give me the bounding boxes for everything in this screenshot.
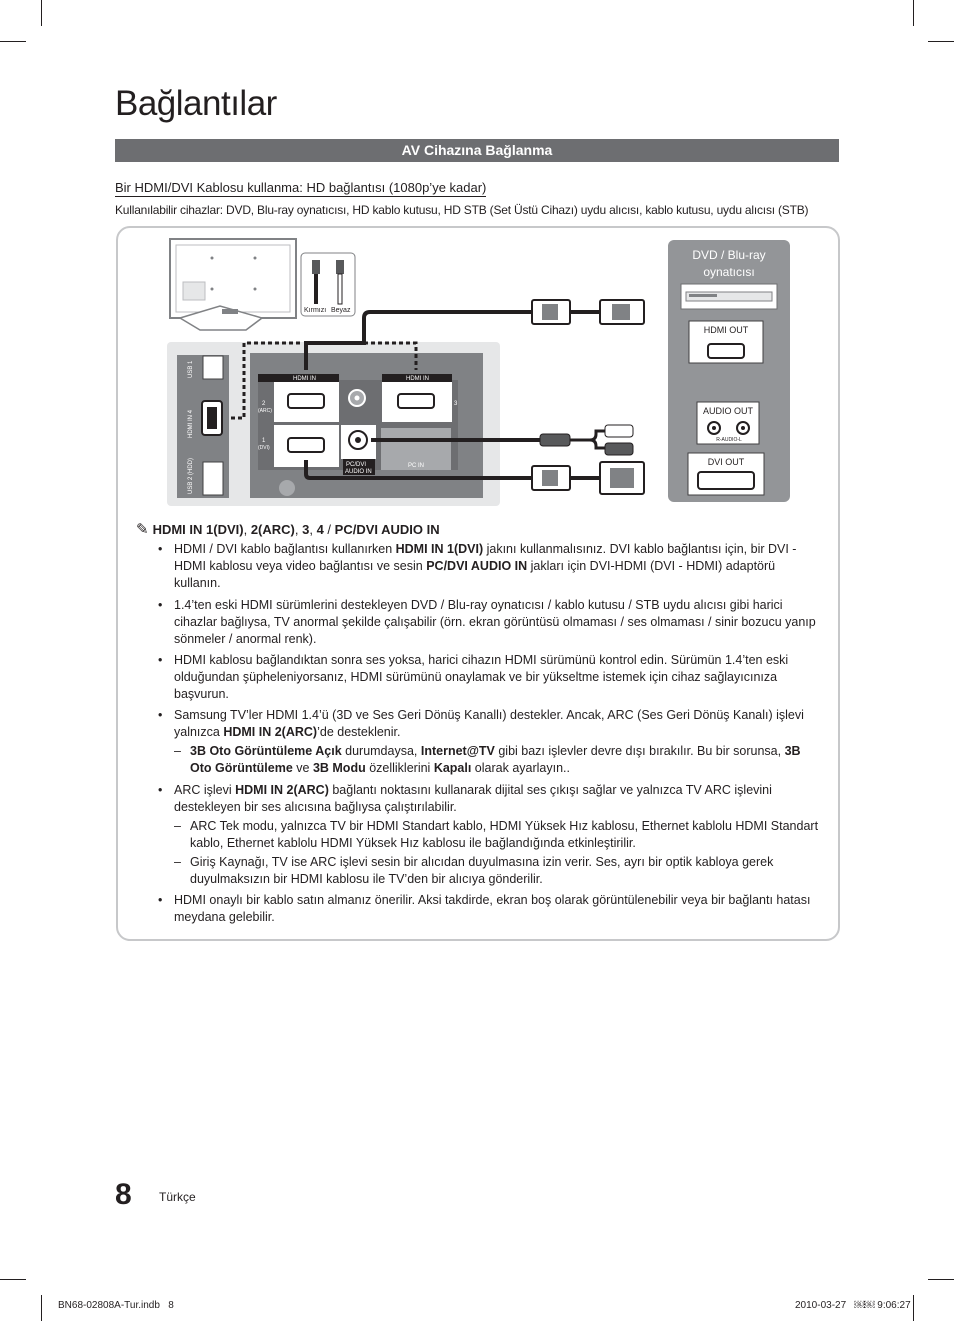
- dvd-player-panel: [668, 240, 790, 502]
- note-heading: ✎ HDMI IN 1(DVI), 2(ARC), 3, 4 / PC/DVI AUDIO IN: [136, 521, 440, 538]
- crop-mark: [928, 1279, 954, 1280]
- devices-text: Kullanılabilir cihazlar: DVD, Blu-ray oynatıcısı, HD kablo kutusu, HD STB (Set Üstü Cihazı) uydu alıcısı, kablo kutusu, uydu alıcısı (STB): [115, 203, 809, 217]
- section-header: AV Cihazına Bağlanma: [115, 139, 839, 162]
- bullet-1: • HDMI / DVI kablo bağlantısı kullanırken HDMI IN 1(DVI) jakını kullanmalısınız. DVI kablo bağlantısı için, bir DVI - HDMI kablosu veya video bağlantısı ve sesin PC/DVI AUDIO IN jakları için DVI-HDMI (DVI - HDMI) adaptörü kullanın.: [174, 541, 824, 592]
- red-label: Kırmızı: [304, 307, 327, 314]
- page-title: Bağlantılar: [115, 84, 277, 123]
- usb1-label: USB 1: [188, 360, 194, 378]
- device-title-line2: oynatıcısı: [703, 265, 755, 279]
- pc-dvi-label: PC/DVI: [346, 462, 367, 468]
- crop-mark: [41, 1295, 42, 1321]
- audio-cable-illustration: [301, 253, 355, 316]
- cable-connectors: [532, 300, 644, 494]
- bullet-2: • 1.4’ten eski HDMI sürümlerini destekleyen DVD / Blu-ray oynatıcısı / kablo kutusu / STB uydu alıcısı gibi harici cihazlar bağlıysa, TV anormal şekilde çalışabilir (örn. ekran görüntüsü olmaması / ses olmaması / sinir bozucu yanıp sönmeler / anormal renk).: [174, 597, 824, 648]
- hdmi4-label: HDMI IN 4: [188, 409, 194, 438]
- hdmi-in-label-left: HDMI IN: [293, 376, 316, 382]
- port-2-sub-label: (ARC): [258, 408, 272, 414]
- port-1-label: 1: [262, 438, 266, 444]
- port-1-sub-label: (DVI): [258, 445, 270, 451]
- pc-in-label: PC IN: [408, 463, 425, 469]
- bullet-6: • HDMI onaylı bir kablo satın almanız önerilir. Aksi takdirde, ekran boş olarak görüntülenebilir veya bir bağlantı hatası meydana gelebilir.: [174, 892, 824, 926]
- connection-diagram: [0, 0, 954, 520]
- footer-timestamp: 2010-03-27 ￼￼ 9:06:27: [795, 1300, 911, 1311]
- page-number: 8: [115, 1178, 132, 1211]
- tv-back-panel: [167, 342, 500, 506]
- device-title-line1: DVD / Blu-ray: [692, 248, 766, 262]
- audio-in-label: AUDIO IN: [345, 469, 372, 475]
- crop-mark: [913, 1295, 914, 1321]
- r-audio-l-label: R-AUDIO-L: [716, 437, 742, 443]
- sub-note-3: – Giriş Kaynağı, TV ise ARC işlevi sesin bir alıcıdan duyulmasına izin verir. Ses, ayrı bir optik kabloya gerek duyulmaksızın bir HDMI kablosu ile TV’den bir alıcıya gönderilir.: [190, 854, 820, 888]
- port-2-label: 2: [262, 401, 266, 407]
- crop-mark: [0, 1279, 26, 1280]
- sub-note-2: – ARC Tek modu, yalnızca TV bir HDMI Standart kablo, HDMI Yüksek Hız kablosu, Ethernet kablolu HDMI Standart kablo, Ethernet kablolu HDMI Yüksek Hız kablosu ile bağlandığında etkinleştirilir.: [190, 818, 820, 852]
- footer-file: BN68-02808A-Tur.indb 8: [58, 1300, 174, 1311]
- usb2-label: USB 2 (HDD): [188, 457, 194, 494]
- page-language: Türkçe: [159, 1190, 196, 1204]
- bullet-3: • HDMI kablosu bağlandıktan sonra ses yoksa, harici cihazın HDMI sürümünü kontrol edin. Sürümün 1.4’ten eski olduğundan şüpheleniyorsanız, HDMI sürümünü onaylamak ve bir yükseltme istemek için cihaz sağlayıcınıza başvurun.: [174, 652, 824, 703]
- white-label: Beyaz: [331, 307, 351, 314]
- port-3-label: 3: [454, 401, 458, 407]
- dvi-out-label: DVI OUT: [707, 457, 745, 467]
- bullet-4: • Samsung TV’ler HDMI 1.4’ü (3D ve Ses Geri Dönüş Kanallı) destekler. Ancak, ARC (Ses Geri Dönüş Kanalı) işlevi yalnızca HDMI IN 2(ARC)’de desteklenir.: [174, 707, 824, 741]
- bullet-5: • ARC işlevi HDMI IN 2(ARC) bağlantı noktasını kullanarak dijital ses çıkışı sağlar ve yalnızca TV ARC işlevini destekleyen bir ses alıcısına bağlıysa çalıştırılabilir.: [174, 782, 824, 816]
- sub-note-1: – 3B Oto Görüntüleme Açık durumdaysa, Internet@TV gibi bazı işlevler devre dışı bırakılır. Bu bir sorunsa, 3B Oto Görüntüleme ve 3B Modu özelliklerini Kapalı olarak ayarlayın..: [190, 743, 820, 777]
- hdmi-out-label: HDMI OUT: [703, 325, 749, 335]
- subsection-title: Bir HDMI/DVI Kablosu kullanma: HD bağlantısı (1080p’ye kadar): [115, 180, 487, 195]
- tv-illustration: [170, 239, 296, 330]
- audio-out-label: AUDIO OUT: [702, 406, 754, 416]
- pencil-icon: ✎: [136, 521, 149, 538]
- hdmi-in-label-right: HDMI IN: [406, 376, 429, 382]
